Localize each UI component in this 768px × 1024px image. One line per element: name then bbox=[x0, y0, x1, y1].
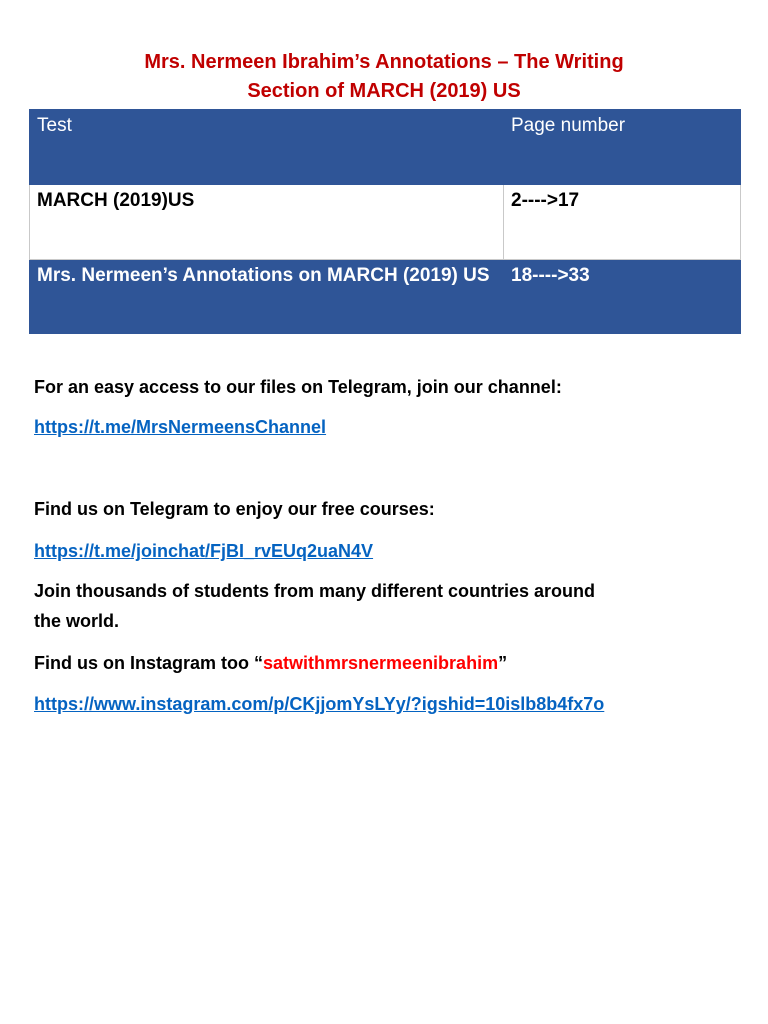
students-note-line-2: the world. bbox=[34, 611, 119, 631]
instagram-link[interactable]: https://www.instagram.com/p/CKjjomYsLYy/?igshid=10islb8b4fx7o bbox=[34, 694, 605, 714]
students-note-line-1: Join thousands of students from many different countries around bbox=[34, 581, 596, 601]
header-page-number: Page number bbox=[504, 110, 741, 185]
instagram-text bbox=[34, 648, 507, 678]
telegram-courses-text: Find us on Telegram to enjoy our free courses: bbox=[34, 499, 435, 519]
instagram-prefix: Find us on Instagram too “ bbox=[34, 653, 263, 673]
header-test: Test bbox=[30, 110, 504, 185]
row-test-name: MARCH (2019)US bbox=[30, 185, 504, 260]
row-test-name: Mrs. Nermeen’s Annotations on MARCH (2019) US bbox=[30, 260, 504, 334]
table-row bbox=[30, 185, 741, 260]
table-header-row bbox=[30, 110, 741, 185]
telegram-channel-link[interactable]: https://t.me/MrsNermeensChannel bbox=[34, 417, 327, 437]
students-note bbox=[34, 576, 595, 636]
row-page-range: 18---->33 bbox=[504, 260, 741, 334]
instagram-suffix: ” bbox=[498, 653, 508, 673]
instagram-handle: satwithmrsnermeenibrahim bbox=[263, 653, 499, 673]
telegram-channel-text: For an easy access to our files on Telegram, join our channel: bbox=[34, 377, 562, 397]
telegram-courses-link[interactable]: https://t.me/joinchat/FjBI_rvEUq2uaN4V bbox=[34, 541, 374, 561]
test-page-table bbox=[29, 109, 741, 334]
document-title bbox=[0, 48, 768, 106]
row-page-range: 2---->17 bbox=[504, 185, 741, 260]
title-line-2: Section of MARCH (2019) US bbox=[247, 80, 521, 102]
title-line-1: Mrs. Nermeen Ibrahim’s Annotations – The Writing bbox=[144, 51, 624, 73]
table-row bbox=[30, 260, 741, 334]
